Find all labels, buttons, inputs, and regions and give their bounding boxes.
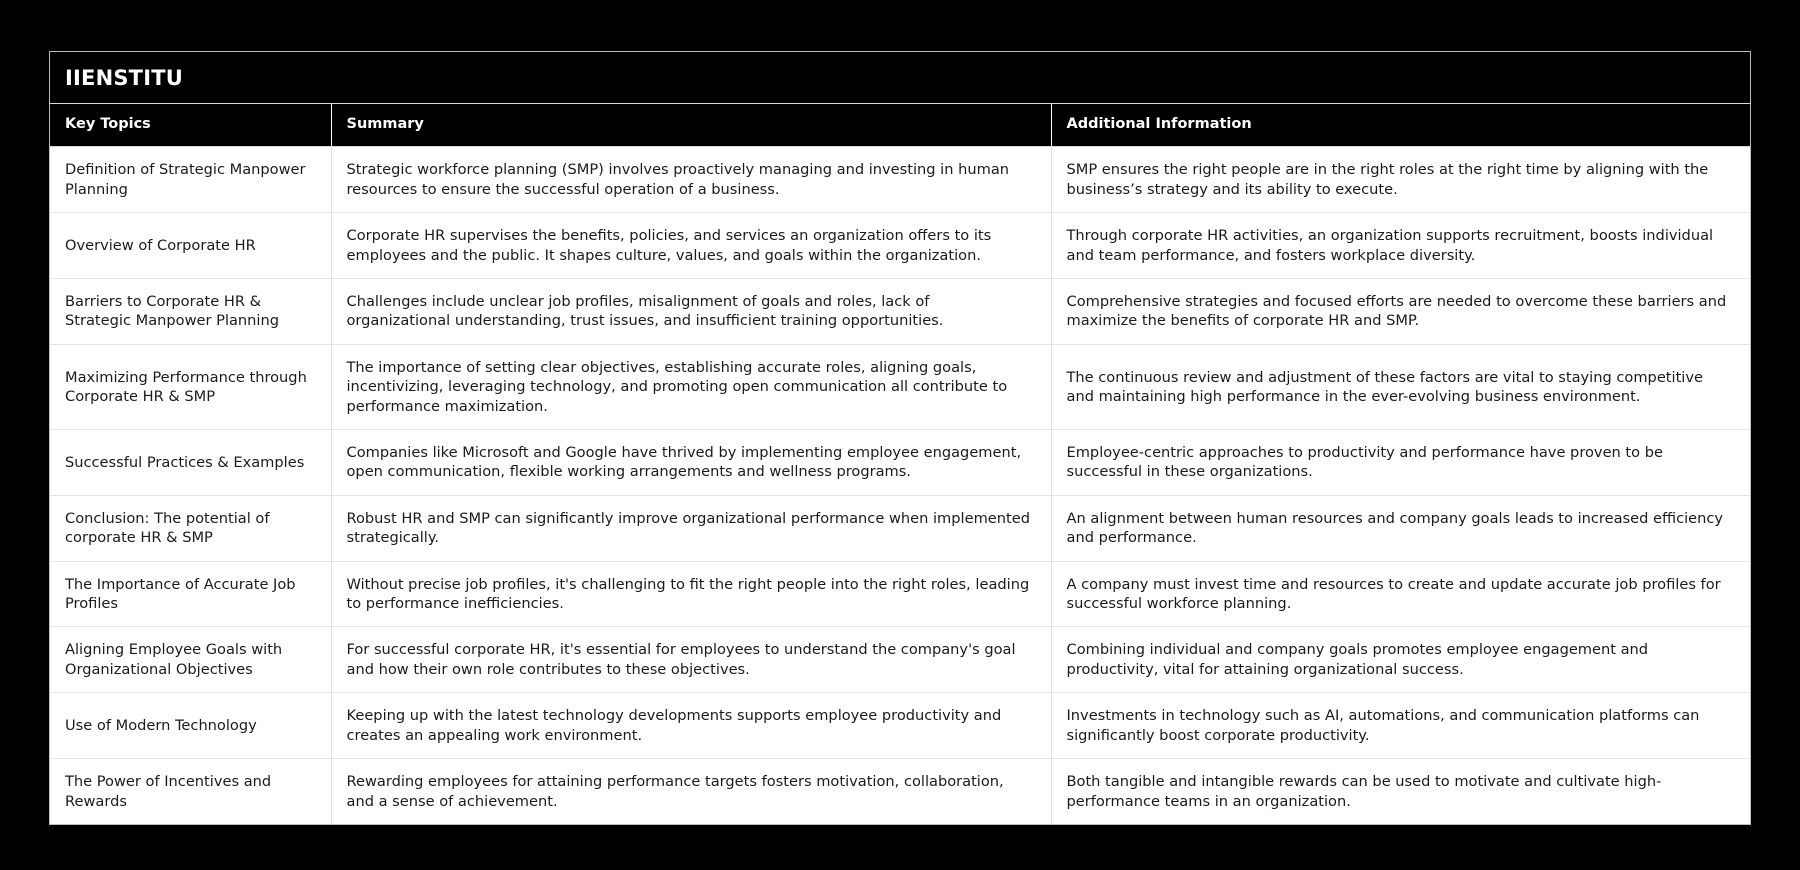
cell-key-topic: The Importance of Accurate Job Profiles — [50, 561, 331, 627]
cell-key-topic: Successful Practices & Examples — [50, 430, 331, 496]
cell-key-topic: Aligning Employee Goals with Organizational Objectives — [50, 627, 331, 693]
column-header-key-topics[interactable]: Key Topics — [50, 104, 331, 147]
cell-summary: Without precise job profiles, it's challenging to fit the right people into the right roles, leading to performance inefficiencies. — [331, 561, 1051, 627]
column-header-additional-information[interactable]: Additional Information — [1051, 104, 1750, 147]
cell-key-topic: Barriers to Corporate HR & Strategic Manpower Planning — [50, 279, 331, 345]
table-header — [50, 104, 1750, 147]
table-row — [50, 147, 1750, 213]
table-row — [50, 213, 1750, 279]
cell-summary: Robust HR and SMP can significantly improve organizational performance when implemented strategically. — [331, 495, 1051, 561]
cell-additional-information: Employee-centric approaches to productivity and performance have proven to be successful in these organizations. — [1051, 430, 1750, 496]
cell-summary: Rewarding employees for attaining performance targets fosters motivation, collaboration, and a sense of achievement. — [331, 759, 1051, 824]
cell-summary: The importance of setting clear objectives, establishing accurate roles, aligning goals, incentivizing, leveraging technology, and promoting open communication all contribute to performance maximization. — [331, 344, 1051, 429]
cell-key-topic: Overview of Corporate HR — [50, 213, 331, 279]
cell-summary: For successful corporate HR, it's essential for employees to understand the company's goal and how their own role contributes to these objectives. — [331, 627, 1051, 693]
cell-key-topic: Definition of Strategic Manpower Planning — [50, 147, 331, 213]
table-body — [50, 147, 1750, 824]
cell-key-topic: Use of Modern Technology — [50, 693, 331, 759]
cell-additional-information: SMP ensures the right people are in the right roles at the right time by aligning with the business’s strategy and its ability to execute. — [1051, 147, 1750, 213]
cell-additional-information: The continuous review and adjustment of these factors are vital to staying competitive and maintaining high performance in the ever-evolving business environment. — [1051, 344, 1750, 429]
cell-key-topic: Conclusion: The potential of corporate HR & SMP — [50, 495, 331, 561]
cell-additional-information: An alignment between human resources and company goals leads to increased efficiency and performance. — [1051, 495, 1750, 561]
column-header-summary[interactable]: Summary — [331, 104, 1051, 147]
cell-additional-information: Through corporate HR activities, an organization supports recruitment, boosts individual and team performance, and fosters workplace diversity. — [1051, 213, 1750, 279]
cell-additional-information: A company must invest time and resources to create and update accurate job profiles for successful workforce planning. — [1051, 561, 1750, 627]
table-row — [50, 430, 1750, 496]
table-row — [50, 561, 1750, 627]
table-row — [50, 759, 1750, 824]
cell-summary: Strategic workforce planning (SMP) involves proactively managing and investing in human resources to ensure the successful operation of a business. — [331, 147, 1051, 213]
table-row — [50, 495, 1750, 561]
key-topics-table — [50, 104, 1750, 824]
cell-summary: Companies like Microsoft and Google have thrived by implementing employee engagement, open communication, flexible working arrangements and wellness programs. — [331, 430, 1051, 496]
table-row — [50, 693, 1750, 759]
cell-additional-information: Investments in technology such as AI, automations, and communication platforms can significantly boost corporate productivity. — [1051, 693, 1750, 759]
cell-additional-information: Both tangible and intangible rewards can be used to motivate and cultivate high-performance teams in an organization. — [1051, 759, 1750, 824]
table-row — [50, 627, 1750, 693]
brand-header — [50, 52, 1750, 104]
table-row — [50, 344, 1750, 429]
cell-summary: Keeping up with the latest technology developments supports employee productivity and creates an appealing work environment. — [331, 693, 1051, 759]
table-row — [50, 279, 1750, 345]
cell-summary: Challenges include unclear job profiles, misalignment of goals and roles, lack of organizational understanding, trust issues, and insufficient training opportunities. — [331, 279, 1051, 345]
cell-key-topic: The Power of Incentives and Rewards — [50, 759, 331, 824]
table-header-row — [50, 104, 1750, 147]
cell-additional-information: Comprehensive strategies and focused efforts are needed to overcome these barriers and maximize the benefits of corporate HR and SMP. — [1051, 279, 1750, 345]
cell-additional-information: Combining individual and company goals promotes employee engagement and productivity, vital for attaining organizational success. — [1051, 627, 1750, 693]
brand-logo: IIENSTITU — [65, 65, 183, 90]
summary-table-card — [49, 51, 1751, 825]
cell-key-topic: Maximizing Performance through Corporate HR & SMP — [50, 344, 331, 429]
cell-summary: Corporate HR supervises the benefits, policies, and services an organization offers to its employees and the public. It shapes culture, values, and goals within the organization. — [331, 213, 1051, 279]
